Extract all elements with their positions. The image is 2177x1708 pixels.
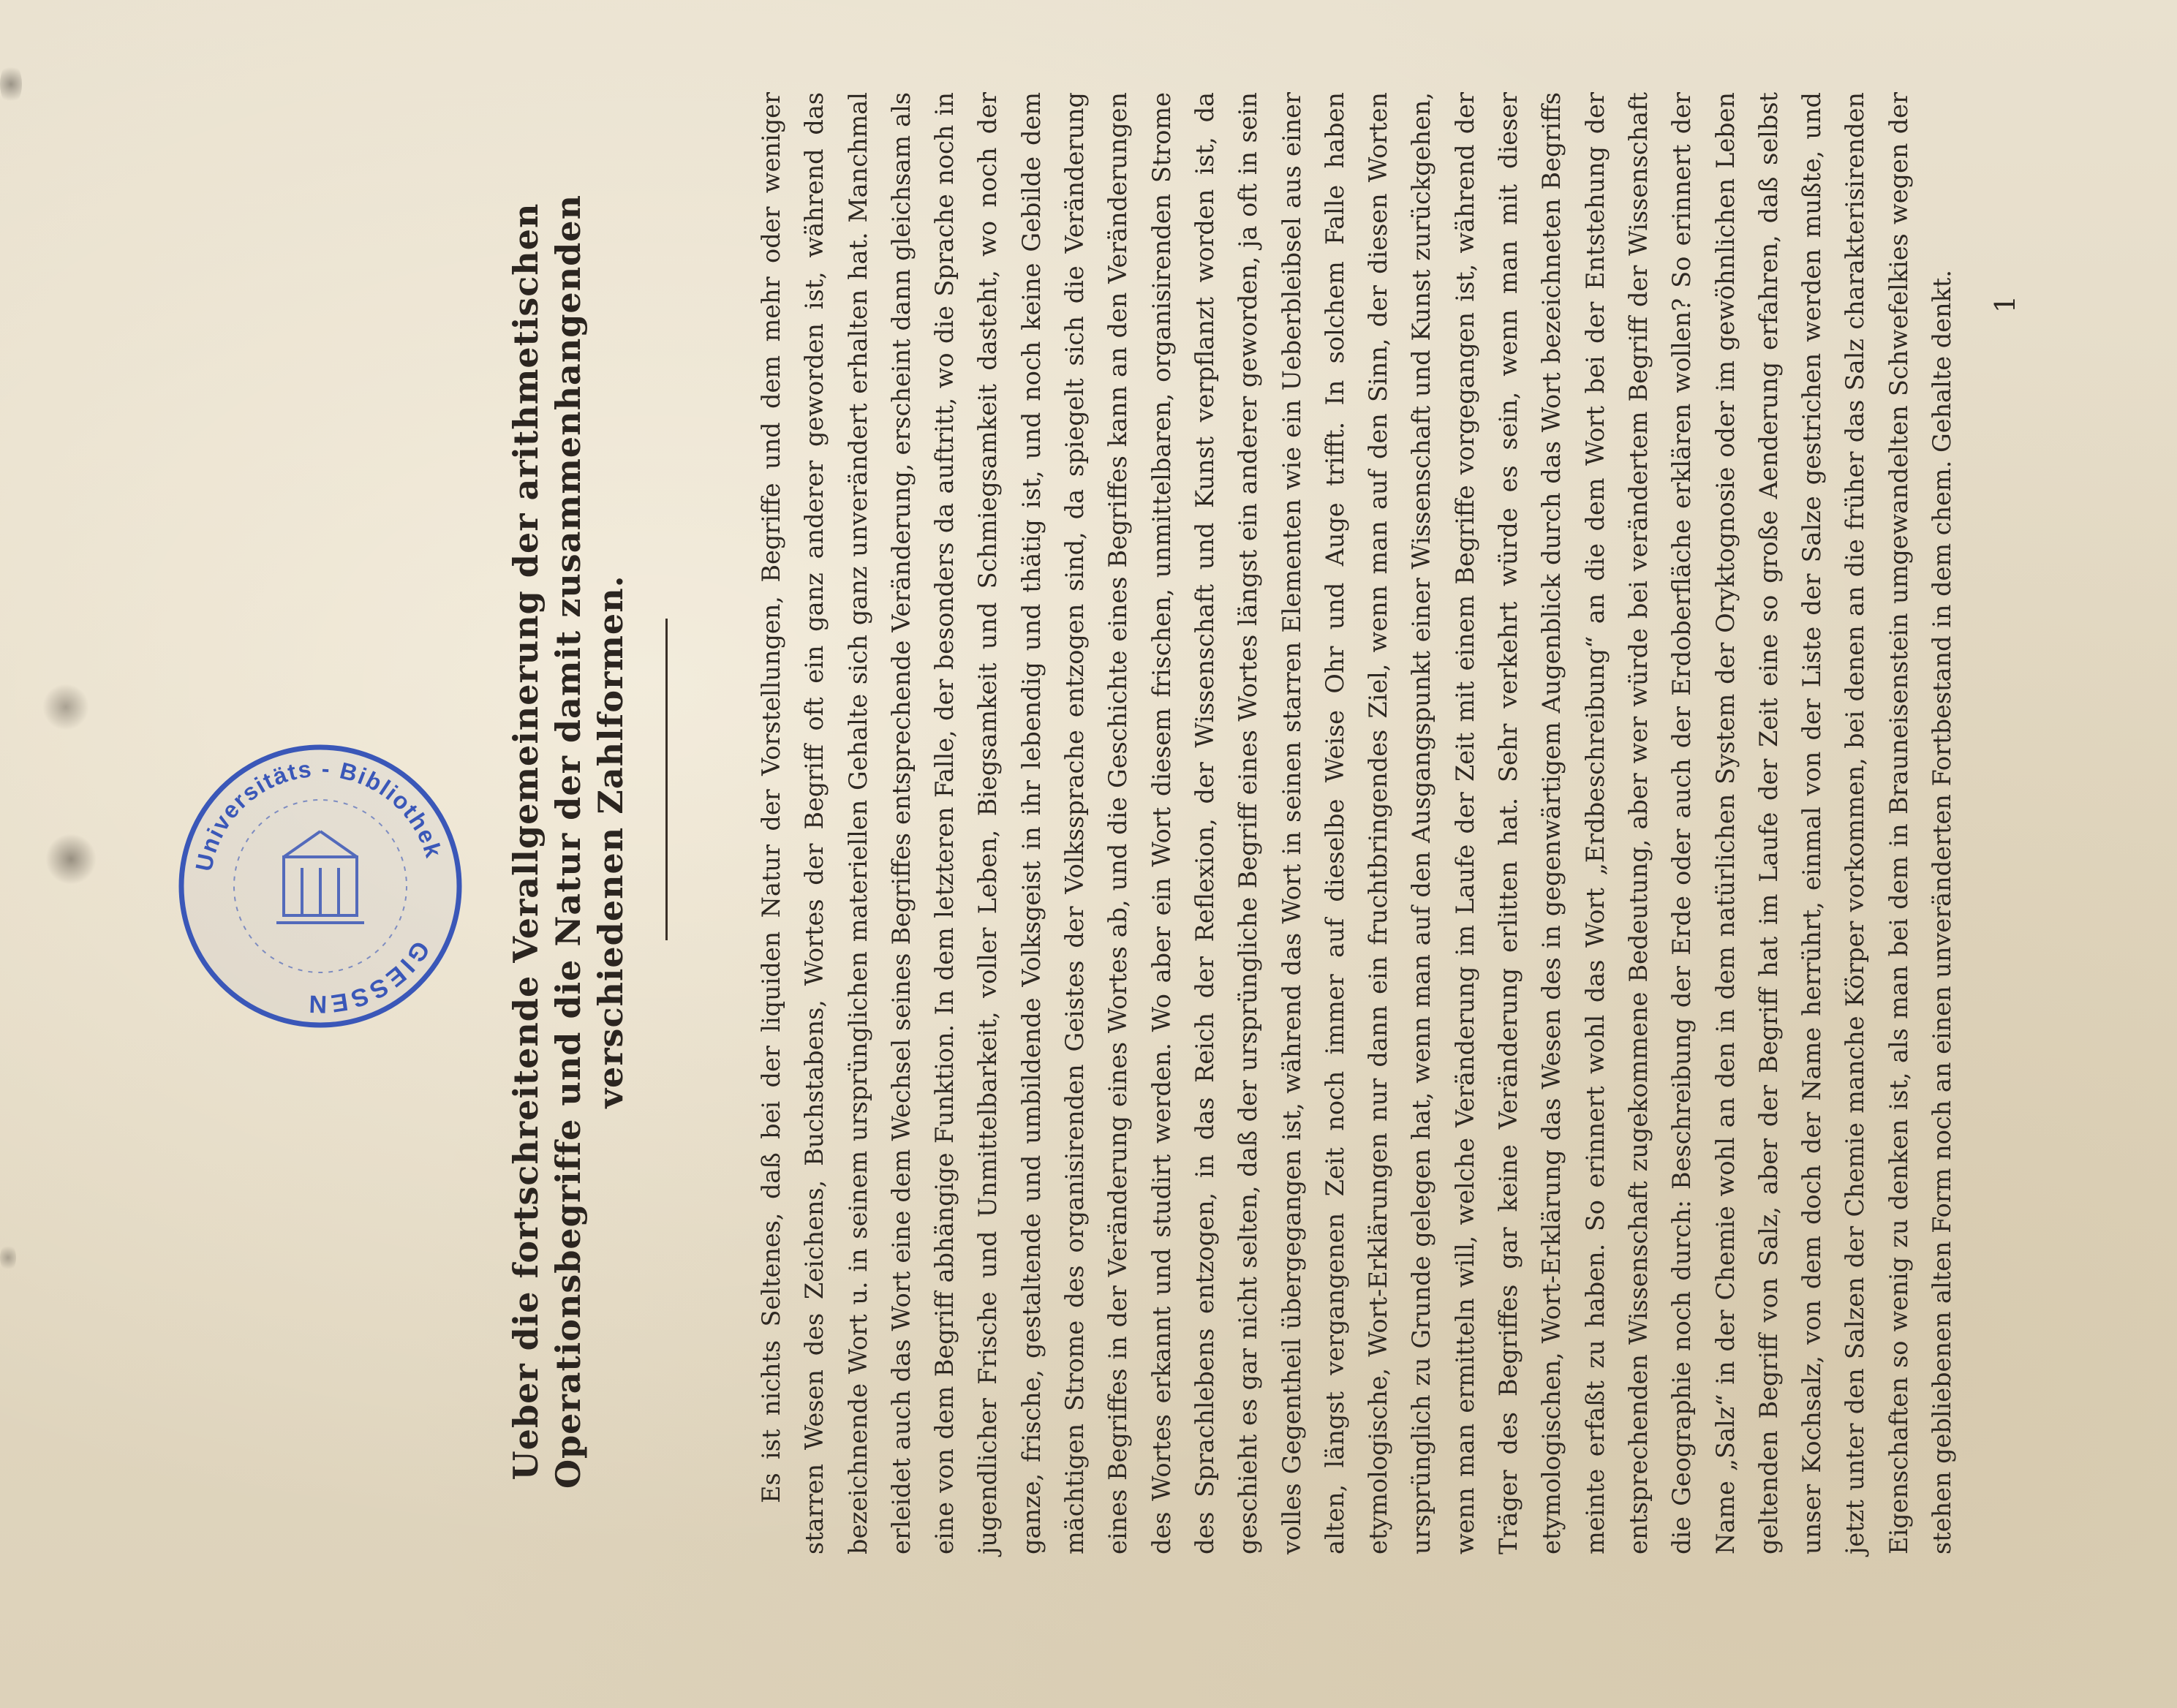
page-number: 1	[1989, 295, 2021, 314]
body-paragraph: Es ist nichts Seltenes, daß bei der liquiden Natur der Vorstellungen, Begriffe und dem mehr oder weniger starren Wesen des Zeichens, Buchstabens, Wortes der Begriff oft ein ganz anderer geworden ist, während das bezeichnende Wort u. in seinem ursprünglichen materiellen Gehalte sich ganz unverändert erhalten hat. Manchmal erleidet auch das Wort eine dem Wechsel seines Begriffes entsprechende Veränderung, erscheint dann gleichsam als eine von dem Begriff abhängige Funktion. In dem letzteren Falle, der besonders da auftritt, wo die Sprache noch in jugendlicher Frische und Unmittelbarkeit, voller Leben, Biegsamkeit und Schmiegsamkeit dasteht, wo noch der ganze, frische, gestaltende und umbildende Volksgeist in ihr lebendig und thätig ist, und noch keine Gebilde dem mächtigen Strome des organisirenden Geistes der Volkssprache entzogen sind, da spiegelt sich die Veränderung eines Begriffes in der Veränderung eines Wortes ab, und die Geschichte eines Begriffes kann an den Veränderungen des Wortes erkannt und studirt werden. Wo aber ein Wort diesem frischen, unmittelbaren, organisirenden Strome des Sprachlebens entzogen, in das Reich der Reflexion, der Wissenschaft und Kunst verpflanzt worden ist, da geschieht es gar nicht selten, daß der ursprüngliche Begriff eines Wortes längst ein anderer geworden, ja oft in sein volles Gegentheil übergegangen ist, während das Wort in seinen starren Elementen wie ein Ueberbleibsel aus einer alten, längst vergangenen Zeit noch immer auf dieselbe Weise Ohr und Auge trifft. In solchem Falle haben etymologische, Wort-Erklärungen nur dann ein fruchtbringendes Ziel, wenn man auf den Sinn, der diesen Worten ursprünglich zu Grunde gelegen hat, wenn man auf den Ausgangspunkt einer Wissenschaft und Kunst zurückgehen, wenn man ermitteln will, welche Veränderung im Laufe der Zeit mit einem Begriffe vorgegangen ist, während der Träger des Begriffes gar keine Veränderung erlitten hat. Sehr verkehrt würde es sein, wenn man mit dieser etymologischen, Wort-Erklärung das Wesen des in gegenwärtigem Augenblick durch das Wort bezeichneten Begriffs meinte erfaßt zu haben. So erinnert wohl das Wort „Erdbeschreibung“ an die dem Wort bei der Entstehung der entsprechenden Wissenschaft zugekommene Bedeutung, aber wer würde bei verändertem Begriff der Wissenschaft die Geographie noch durch: Beschreibung der Erde oder auch der Erdoberfläche erklären wollen? So erinnert der Name „Salz“ in der Chemie wohl an den in dem natürlichen System der Oryktognosie oder im gewöhnlichen Leben geltenden Begriff von Salz, aber der Begriff hat im Laufe der Zeit eine so große Aenderung erfahren, daß selbst unser Kochsalz, von dem doch der Name herrührt, einmal von der Liste der Salze gestrichen werden mußte, und jetzt unter den Salzen der Chemie manche Körper vorkommen, bei denen an die früher das Salz charakterisirenden Eigenschaften so wenig zu denken ist, als man bei dem in Brauneisenstein umgewandelten Schwefelkies wegen der stehen gebliebenen alten Form noch an einen unveränderten Fortbestand in dem chem. Gehalte denkt.	[757, 92, 1957, 1554]
title-divider	[665, 619, 668, 940]
body-text	[750, 92, 1963, 1554]
stamp-text-top: Universitäts - Bibliothek	[190, 755, 448, 874]
stamp-text-right: GIESSEN	[306, 936, 435, 1019]
page-title: Ueber die fortschreitende Verallgemeinerung der arithmetischen Operationsbegriffe und die Natur der damit zusammenhangenden verschiedenen Zahlformen.	[506, 194, 630, 1489]
